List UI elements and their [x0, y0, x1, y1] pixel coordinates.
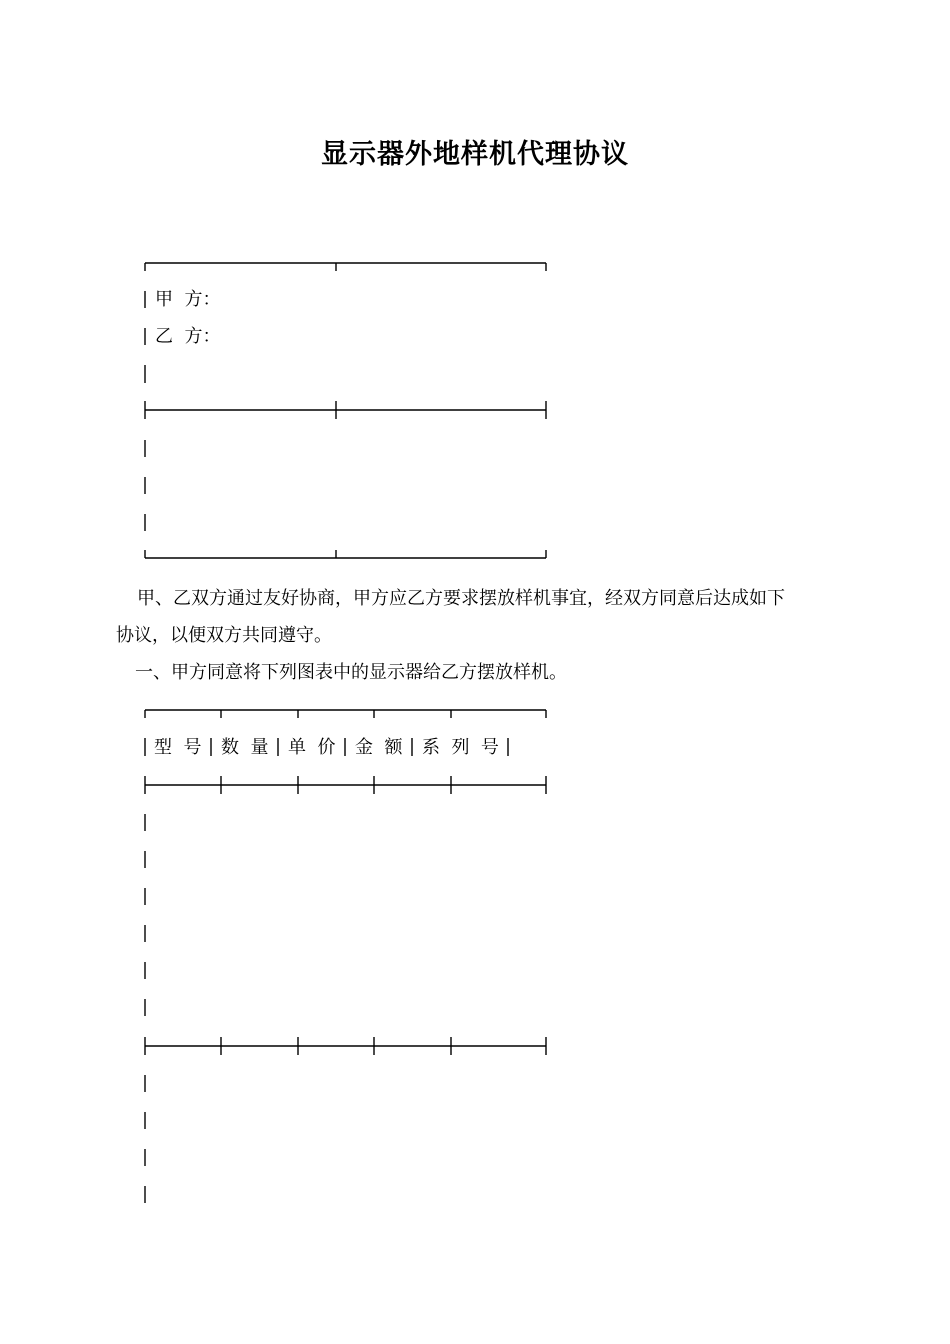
intro-paragraph-line1: 甲、乙双方通过友好协商，甲方应乙方要求摆放样机事宜，经双方同意后达成如下: [137, 588, 785, 609]
table-header-model: 型 号: [154, 737, 202, 758]
clause-one: 一、甲方同意将下列图表中的显示器给乙方摆放样机。: [135, 662, 567, 683]
document-title: 显示器外地样机代理协议: [321, 139, 629, 170]
table-header-quantity: 数 量: [221, 737, 269, 758]
intro-paragraph-line2: 协议，以便双方共同遵守。: [116, 625, 332, 646]
table-header-unit-price: 单 价: [288, 737, 336, 758]
party-b-label: 乙 方：: [155, 326, 221, 347]
table-header-serial-number: 系 列 号: [422, 737, 499, 758]
party-a-label: 甲 方：: [155, 289, 221, 310]
table-header-amount: 金 额: [355, 737, 403, 758]
